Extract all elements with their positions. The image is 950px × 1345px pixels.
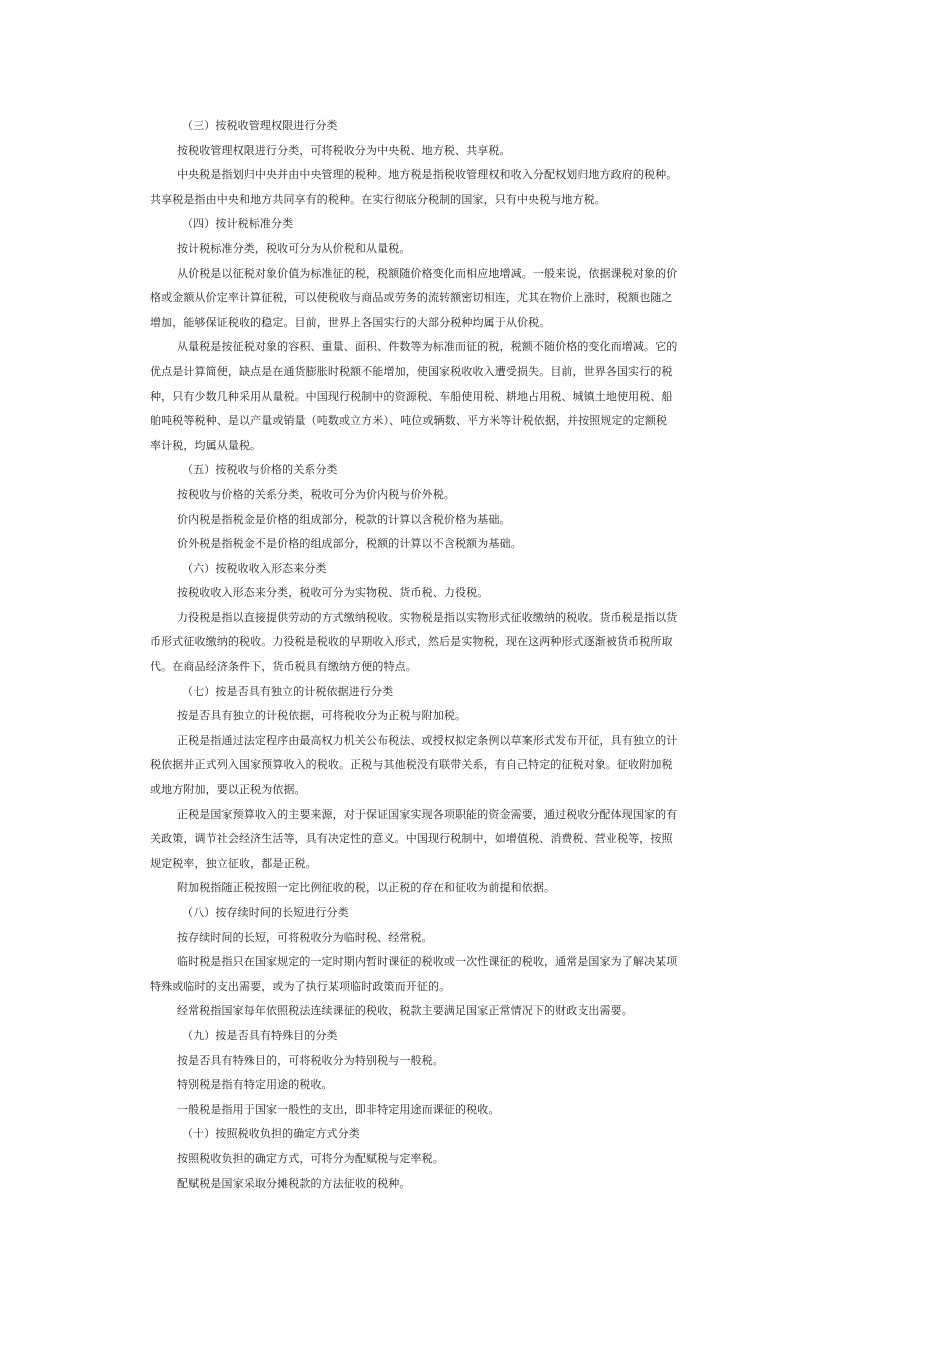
paragraph-line: 附加税指随正税按照一定比例征收的税，以正税的存在和征收为前提和依据。 <box>177 881 556 895</box>
paragraph-line: 代。在商品经济条件下，货币税具有缴纳方便的特点。 <box>150 660 417 674</box>
paragraph-line: 币形式征收缴纳的税收。力役税是税收的早期收入形式，然后是实物税，现在这两种形式逐渐被货币税所取 <box>150 635 673 649</box>
section-heading: （四）按计税标准分类 <box>182 217 294 231</box>
document-body <box>150 114 716 1196</box>
paragraph <box>150 1147 716 1172</box>
paragraph-line: 优点是计算简便，缺点是在通货膨胀时税额不能增加，使国家税收收入遭受损失。目前，世界各国实行的税 <box>150 364 673 378</box>
paragraph-line: 率计税，均属从量税。 <box>150 438 262 452</box>
paragraph <box>150 704 716 729</box>
paragraph-line: 价外税是指税金不是价格的组成部分，税额的计算以不含税额为基础。 <box>177 537 522 551</box>
paragraph-line: 从价税是以征税对象价值为标准征的税，税额随价格变化而相应地增减。一般来说，依据课税对象的价 <box>177 266 678 280</box>
section-heading: （五）按税收与价格的关系分类 <box>182 463 338 477</box>
paragraph <box>150 163 716 212</box>
section-heading: （八）按存续时间的长短进行分类 <box>182 906 349 919</box>
paragraph-line: 经常税指国家每年依照税法连续课征的税收，税款主要满足国家正常情况下的财政支出需要。 <box>177 1004 633 1018</box>
paragraph <box>150 606 716 680</box>
paragraph-line: 格或金额从价定率计算征税，可以使税收与商品或劳务的流转额密切相连，尤其在物价上涨时，税额也随之 <box>150 291 673 305</box>
paragraph-line: 种，只有少数几种采用从量税。中国现行税制中的资源税、车船使用税、耕地占用税、城镇土地使用税、船 <box>150 389 673 403</box>
paragraph <box>150 926 716 951</box>
paragraph <box>150 581 716 606</box>
paragraph-line: 中央税是指划归中央并由中央管理的税种。地方税是指税收管理权和收入分配权划归地方政府的税种。 <box>177 168 678 182</box>
paragraph <box>150 876 716 901</box>
paragraph <box>150 729 716 803</box>
paragraph-line: 按税收管理权限进行分类，可将税收分为中央税、地方税、共享税。 <box>177 143 511 157</box>
paragraph-line: 按是否具有特殊目的，可将税收分为特别税与一般税。 <box>177 1053 444 1067</box>
paragraph-line: 按照税收负担的确定方式，可将分为配赋税与定率税。 <box>177 1151 444 1165</box>
paragraph-line: 规定税率，独立征收，都是正税。 <box>150 856 317 870</box>
paragraph <box>150 139 716 164</box>
paragraph-line: 力役税是指以直接提供劳动的方式缴纳税收。实物税是指以实物形式征收缴纳的税收。货币税是指以货 <box>177 610 678 624</box>
paragraph <box>150 1073 716 1098</box>
paragraph <box>150 1172 716 1197</box>
section-heading: （六）按税收收入形态来分类 <box>182 561 327 575</box>
paragraph-line: 关政策，调节社会经济生活等，具有决定性的意义。中国现行税制中，如增值税、消费税、营业税等，按照 <box>150 832 673 846</box>
paragraph-line: 价内税是指税金是价格的组成部分，税款的计算以含税价格为基础。 <box>177 512 511 526</box>
paragraph-line: 特殊或临时的支出需要，或为了执行某项临时政策而开征的。 <box>150 979 451 993</box>
paragraph <box>150 237 716 262</box>
paragraph-line: 按税收与价格的关系分类，税收可分为价内税与价外税。 <box>177 487 455 501</box>
paragraph-line: 税依据并正式列入国家预算收入的税收。正税与其他税没有联带关系，有自己特定的征税对象。征收附加税 <box>150 758 673 772</box>
paragraph-line: 一般税是指用于国家一般性的支出，即非特定用途而课征的税收。 <box>177 1102 500 1116</box>
paragraph-line: 按计税标准分类，税收可分为从价税和从量税。 <box>177 241 411 255</box>
paragraph <box>150 1049 716 1074</box>
section-heading: （九）按是否具有特殊目的分类 <box>182 1028 338 1042</box>
paragraph <box>150 532 716 557</box>
section-heading: （十）按照税收负担的确定方式分类 <box>182 1127 360 1141</box>
paragraph-line: 舶吨税等税种、是以产量或销量（吨数或立方米）、吨位或辆数、平方米等计税依据，并按照规定的定额税 <box>150 414 668 428</box>
paragraph-line: 正税是国家预算收入的主要来源，对于保证国家实现各项职能的资金需要，通过税收分配体现国家的有 <box>177 807 678 821</box>
paragraph-line: 按税收收入形态来分类，税收可分为实物税、货币税、力役税。 <box>177 586 489 600</box>
paragraph-line: 临时税是指只在国家规定的一定时期内暂时课征的税收或一次性课征的税收，通常是国家为了解决某项 <box>177 955 678 969</box>
paragraph <box>150 803 716 877</box>
paragraph-line: 配赋税是国家采取分摊税款的方法征收的税种。 <box>177 1176 411 1190</box>
paragraph-line: 正税是指通过法定程序由最高权力机关公布税法、或授权拟定条例以草案形式发布开征，具有独立的计 <box>177 733 678 747</box>
paragraph <box>150 950 716 999</box>
section-heading: （三）按税收管理权限进行分类 <box>182 119 338 132</box>
paragraph-line: 按存续时间的长短，可将税收分为临时税、经常税。 <box>177 930 433 944</box>
paragraph <box>150 1098 716 1123</box>
paragraph <box>150 335 716 458</box>
paragraph <box>150 999 716 1024</box>
paragraph-line: 增加，能够保证税收的稳定。目前，世界上各国实行的大部分税种均属于从价税。 <box>150 315 551 329</box>
paragraph-line: 或地方附加，要以正税为依据。 <box>150 783 306 797</box>
paragraph-line: 按是否具有独立的计税依据，可将税收分为正税与附加税。 <box>177 709 467 723</box>
section-heading: （七）按是否具有独立的计税依据进行分类 <box>182 684 394 698</box>
paragraph-line: 从量税是按征税对象的容积、重量、面积、件数等为标准而征的税，税额不随价格的变化而增减。它的 <box>177 340 678 354</box>
paragraph <box>150 262 716 336</box>
paragraph <box>150 508 716 533</box>
paragraph-line: 特别税是指有特定用途的税收。 <box>177 1078 333 1092</box>
paragraph <box>150 483 716 508</box>
paragraph-line: 共享税是指由中央和地方共同享有的税种。在实行彻底分税制的国家，只有中央税与地方税。 <box>150 192 606 206</box>
